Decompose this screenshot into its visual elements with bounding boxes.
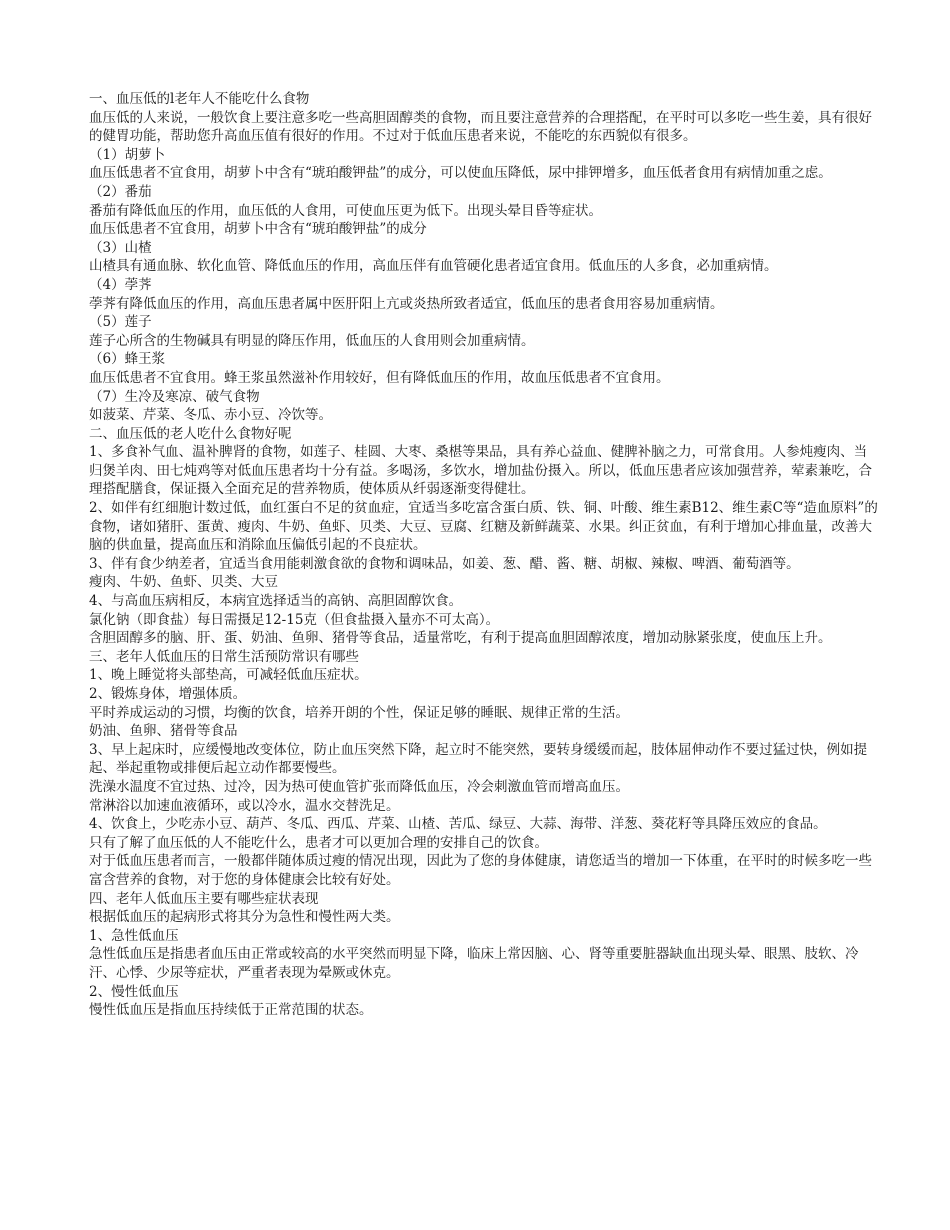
paragraph: 对于低血压患者而言，一般都伴随体质过瘦的情况出现，因此为了您的身体健康，请您适当的增加一下体重，在平时的时候多吃一些富含营养的食物，对于您的身体健康会比较有好处。 <box>89 853 872 888</box>
paragraph: 慢性低血压是指血压持续低于正常范围的状态。 <box>89 1002 373 1019</box>
paragraph: 常淋浴以加速血液循环，或以冷水，温水交替洗足。 <box>89 797 400 814</box>
paragraph: 血压低患者不宜食用，胡萝卜中含有“琥珀酸钾盐”的成分，可以使血压降低，尿中排钾增多，血压低者食用有病情加重之虑。 <box>89 165 832 182</box>
paragraph: 1、多食补气血、温补脾肾的食物，如莲子、桂圆、大枣、桑椹等果品，具有养心益血、健脾补脑之力，可常食用。人参炖瘦肉、当归煲羊肉、田七炖鸡等对低血压患者均十分有益。多喝汤，多饮水，增加盐份摄入。所以，低血压患者应该加强营养，荤素兼吃，合理搭配膳食，保证摄入全面充足的营养物质，使体质从纤弱逐渐变得健壮。 <box>89 444 872 498</box>
paragraph: 血压低的人来说，一般饮食上要注意多吃一些高胆固醇类的食物，而且要注意营养的合理搭配，在平时可以多吃一些生姜，具有很好的健胃功能，帮助您升高血压值有很好的作用。不过对于低血压患者来说，不能吃的东西貌似有很多。 <box>89 109 872 145</box>
heading-3: 三、老年人低血压的日常生活预防常识有哪些 <box>89 648 359 665</box>
item-heading: （7）生冷及寒凉、破气食物 <box>89 388 260 405</box>
paragraph: 4、饮食上，少吃赤小豆、葫芦、冬瓜、西瓜、芹菜、山楂、苦瓜、绿豆、大蒜、海带、洋葱、葵花籽等具降压效应的食品。 <box>89 816 827 833</box>
item-heading: （3）山楂 <box>89 239 152 256</box>
item-heading: （1）胡萝卜 <box>89 146 166 163</box>
paragraph: 1、晚上睡觉将头部垫高，可减轻低血压症状。 <box>89 667 368 684</box>
item-heading: （4）荸荠 <box>89 276 152 293</box>
paragraph: 洗澡水温度不宜过热、过冷，因为热可使血管扩张而降低血压，冷会刺激血管而增高血压。 <box>89 778 629 795</box>
paragraph: 氯化钠（即食盐）每日需摄足12-15克（但食盐摄入量亦不可太高）。 <box>89 611 500 628</box>
paragraph: 3、伴有食少纳差者，宜适当食用能刺激食欲的食物和调味品，如姜、葱、醋、酱、糖、胡椒、辣椒、啤酒、葡萄酒等。 <box>89 555 800 572</box>
paragraph: 奶油、鱼卵、猪骨等食品 <box>89 723 238 740</box>
item-heading: （2）番茄 <box>89 183 152 200</box>
paragraph: 番茄有降低血压的作用，血压低的人食用，可使血压更为低下。出现头晕目昏等症状。 <box>89 202 602 219</box>
paragraph: 3、早上起床时，应缓慢地改变体位，防止血压突然下降，起立时不能突然，要转身缓缓而起，肢体屈伸动作不要过猛过快，例如提起、举起重物或排便后起立动作都要慢些。 <box>89 741 868 777</box>
paragraph: 血压低患者不宜食用，胡萝卜中含有“琥珀酸钾盐”的成分 <box>89 221 427 238</box>
item-heading: 2、慢性低血压 <box>89 983 179 1000</box>
item-heading: （5）莲子 <box>89 314 152 331</box>
paragraph: 根据低血压的起病形式将其分为急性和慢性两大类。 <box>89 909 400 926</box>
paragraph: 急性低血压是指患者血压由正常或较高的水平突然而明显下降，临床上常因脑、心、肾等重要脏器缺血出现头晕、眼黑、肢软、冷汗、心悸、少尿等症状，严重者表现为晕厥或休克。 <box>89 946 859 981</box>
paragraph: 2、锻炼身体，增强体质。 <box>89 686 247 702</box>
heading-1: 一、血压低的l老年人不能吃什么食物 <box>89 91 310 107</box>
paragraph: 血压低患者不宜食用。蜂王浆虽然滋补作用较好，但有降低血压的作用，故血压低患者不宜食用。 <box>89 369 670 386</box>
paragraph: 山楂具有通血脉、软化血管、降低血压的作用，高血压伴有血管硬化患者适宜食用。低血压的人多食，必加重病情。 <box>89 258 778 275</box>
heading-4: 四、老年人低血压主要有哪些症状表现 <box>89 890 319 907</box>
paragraph: 平时养成运动的习惯，均衡的饮食，培养开朗的个性，保证足够的睡眠、规律正常的生活。 <box>89 704 629 721</box>
paragraph: 4、与高血压病相反，本病宜选择适当的高钠、高胆固醇饮食。 <box>89 593 463 610</box>
paragraph: 莲子心所含的生物碱具有明显的降压作用，低血压的人食用则会加重病情。 <box>89 332 535 349</box>
paragraph: 只有了解了血压低的人不能吃什么，患者才可以更加合理的安排自己的饮食。 <box>89 834 548 851</box>
paragraph: 荸荠有降低血压的作用，高血压患者属中医肝阳上亢或炎热所致者适宜，低血压的患者食用容易加重病情。 <box>89 295 724 312</box>
paragraph: 2、如伴有红细胞计数过低，血红蛋白不足的贫血症，宜适当多吃富含蛋白质、铁、铜、叶酸、维生素B12、维生素C等“造血原料”的食物，诸如猪肝、蛋黄、瘦肉、牛奶、鱼虾、贝类、大豆、豆腐、红糖及新鲜蔬菜、水果。纠正贫血，有利于增加心排血量，改善大脑的供血量，提高血压和消除血压偏低引起的不良症状。 <box>89 500 878 554</box>
paragraph: 含胆固醇多的脑、肝、蛋、奶油、鱼卵、猪骨等食品，适量常吃，有利于提高血胆固醇浓度，增加动脉紧张度，使血压上升。 <box>89 630 832 647</box>
paragraph: 瘦肉、牛奶、鱼虾、贝类、大豆 <box>89 574 278 591</box>
document-body <box>89 90 879 1020</box>
item-heading: （6）蜂王浆 <box>89 351 166 368</box>
item-heading: 1、急性低血压 <box>89 927 179 944</box>
paragraph: 如菠菜、芹菜、冬瓜、赤小豆、冷饮等。 <box>89 407 332 424</box>
heading-2: 二、血压低的老人吃什么食物好呢 <box>89 425 292 442</box>
